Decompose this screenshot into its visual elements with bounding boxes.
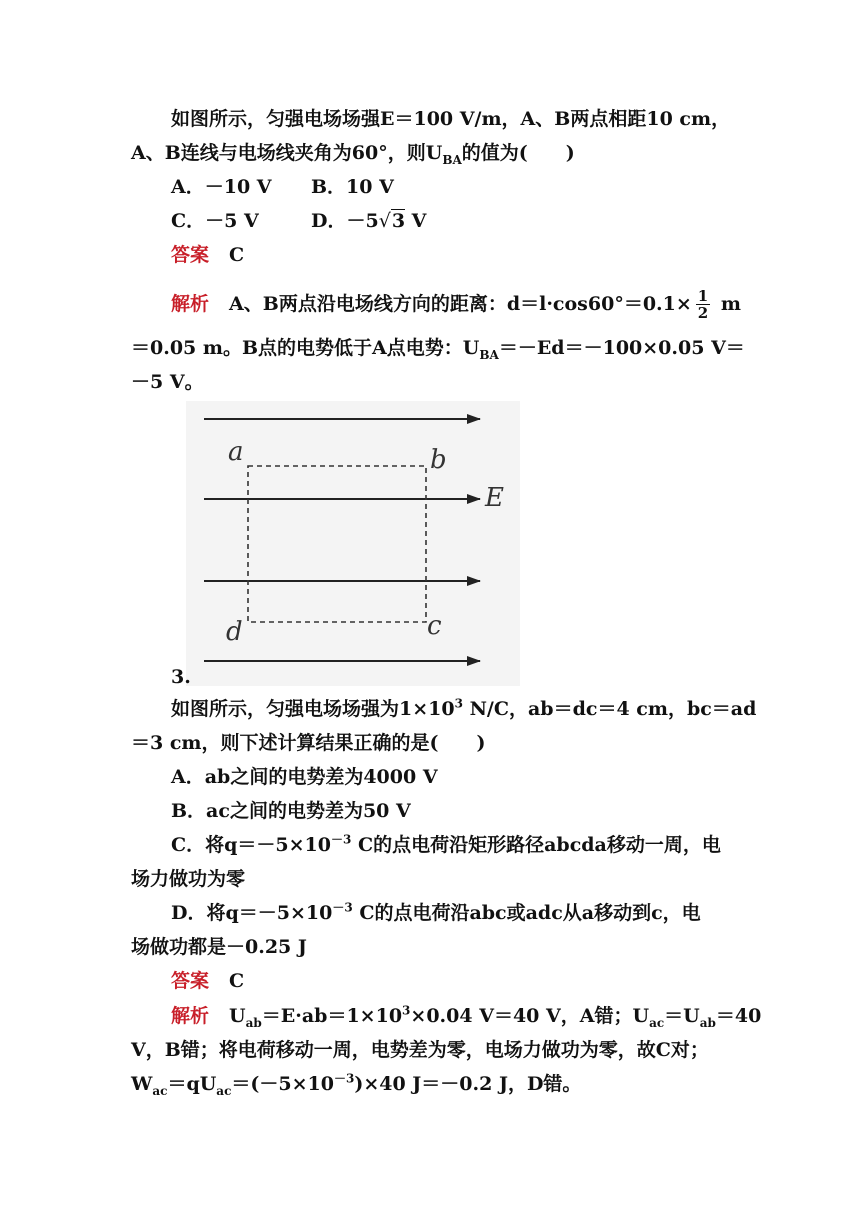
q3-explanation-line-1: 解析 $U_{ab}=E\cdot ab=1\times 10^3\times 0.04$ V＝40 V，A错；$U_{ac}=U_{ab}=40$ — [171, 1003, 762, 1030]
q3-stem-text-1: 如图所示，匀强电场场强为1×10 — [171, 698, 455, 720]
figure-label-a: a — [228, 437, 244, 467]
q2-explanation-line-1: 解析 A、B两点沿电场线方向的距离：d＝l·cos60°＝0.1× $\frac{1}{2}$ m — [171, 287, 741, 322]
dashed-rectangle-abcd — [248, 466, 426, 622]
q2-answer-value: C — [229, 244, 245, 266]
q3-option-d: D．将q＝－5×10 — [171, 902, 333, 924]
q3-option-c-line-1: C．将$q=-5\times 10^{-3}$ C的点电荷沿矩形路径abcda移动一周，电 — [171, 832, 721, 856]
q3-option-b: B．ac之间的电势差为50 V — [171, 800, 411, 822]
q2-fraction: $\frac{1}{2}$ — [697, 287, 709, 322]
figure-label-c: c — [427, 611, 442, 641]
q2-option-b: B．10 V — [311, 176, 394, 198]
q3-explanation-line-3: $W_{ac}=qU_{ac}=(-5\times 10^{-3})\times 40$ J＝－0.2 J，D错。 — [131, 1071, 582, 1098]
q3-option-c-line-2: 场力做功为零 — [131, 868, 246, 890]
q3-stem-line-1: 如图所示，匀强电场场强为$1\times 10^3$ N/C，ab＝dc＝4 cm，bc＝ad — [171, 696, 757, 720]
q2-explanation-text-1: A、B两点沿电场线方向的距离：d＝l·cos60°＝0.1× — [229, 292, 692, 315]
q2-stem-sub: BA — [442, 152, 462, 167]
q3-stem-text-2: ＝3 cm，则下述计算结果正确的是( ) — [131, 732, 486, 754]
q2-option-c: C．－5 V — [171, 210, 259, 232]
q2-stem-line-1 — [171, 107, 730, 131]
q2-stem-text-1: 如图所示，匀强电场场强E＝100 V/m，A、B两点相距10 cm， — [171, 108, 731, 130]
q2-answer-label: 答案 — [171, 244, 210, 266]
q3-option-c: C．将q＝－5×10 — [171, 834, 331, 856]
q2-stem-text-2: A、B连线与电场线夹角为60°，则U — [131, 142, 443, 164]
q3-answer — [171, 969, 244, 993]
q3-number: 3. — [171, 666, 191, 688]
q2-options-row-2 — [171, 209, 471, 233]
field-diagram — [186, 401, 520, 686]
q3-option-d-line-1: D．将$q=-5\times 10^{-3}$ C的点电荷沿abc或adc从a移动到c，电 — [171, 900, 701, 924]
q2-explanation-text-2: ＝0.05 m。B点的电势低于A点电势：U — [131, 337, 480, 359]
q2-explanation-line-2: ＝0.05 m。B点的电势低于A点电势：$U_{BA}=-Ed=-100\times 0.05$ V＝ — [131, 337, 745, 362]
q2-explanation-label: 解析 — [171, 292, 210, 315]
q3-explanation-line-2: V，B错；将电荷移动一周，电势差为零，电场力做功为零，故C对； — [131, 1039, 709, 1061]
q2-answer — [171, 243, 244, 267]
figure-label-d: d — [226, 617, 243, 647]
q2-stem-line-2 — [131, 141, 575, 165]
q2-stem-end: 的值为( ) — [461, 142, 575, 164]
q3-stem-line-2 — [131, 731, 486, 755]
q3-answer-value: C — [229, 970, 245, 992]
q3-option-d-line-2: 场做功都是－0.25 J — [131, 936, 307, 958]
q3-answer-label: 答案 — [171, 970, 210, 992]
q3-explanation-label: 解析 — [171, 1005, 210, 1027]
q2-option-a: A．－10 V — [171, 176, 272, 198]
q2-option-d-radicand: 3 — [391, 210, 406, 232]
q2-option-d: D．－5√3 V — [311, 210, 427, 232]
q2-explanation-text-3: －5 V。 — [131, 371, 204, 393]
figure-label-b: b — [430, 445, 447, 475]
q3-option-a: A．ab之间的电势差为4000 V — [171, 766, 438, 788]
q2-explanation-line-3 — [131, 370, 204, 394]
q2-options-row-1 — [171, 175, 471, 199]
figure-label-e: E — [485, 483, 504, 513]
